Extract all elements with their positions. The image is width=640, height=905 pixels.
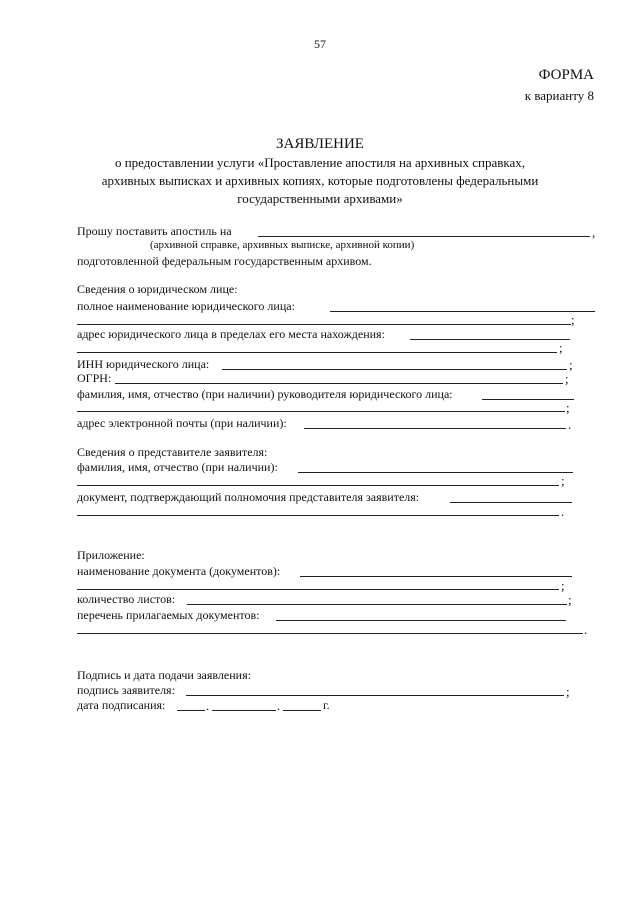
representative-document-label: документ, подтверждающий полномочия представителя заявителя:: [77, 490, 420, 504]
semicolon-mark: ;: [571, 312, 575, 327]
applicant-signature-label: подпись заявителя:: [77, 683, 175, 697]
semicolon-mark: ;: [561, 578, 565, 593]
applicant-signature-field[interactable]: [186, 695, 564, 696]
attached-list-field[interactable]: [276, 620, 566, 621]
ogrn-field[interactable]: [115, 383, 563, 384]
email-label: адрес электронной почты (при наличии):: [77, 416, 287, 430]
attached-list-label: перечень прилагаемых документов:: [77, 608, 260, 622]
ogrn-label: ОГРН:: [77, 371, 112, 385]
page-number: 57: [314, 37, 326, 51]
representative-name-field-continuation[interactable]: [77, 485, 559, 486]
request-continuation: подготовленной федеральным государственным архивом.: [77, 254, 372, 268]
service-title-line-3: государственными архивами»: [237, 191, 403, 206]
signing-day-field[interactable]: [177, 710, 205, 711]
request-hint: (архивной справке, архивных выписке, архивной копии): [150, 239, 415, 251]
sheets-label: количество листов:: [77, 592, 176, 606]
representative-document-field[interactable]: [450, 502, 572, 503]
representative-document-field-continuation[interactable]: [77, 515, 559, 516]
request-label: Прошу поставить апостиль на: [77, 224, 232, 238]
full-name-label: полное наименование юридического лица:: [77, 299, 295, 313]
address-field-continuation[interactable]: [77, 352, 557, 353]
inn-label: ИНН юридического лица:: [77, 357, 210, 371]
signature-section-title: Подпись и дата подачи заявления:: [77, 668, 251, 682]
signing-year-field[interactable]: [283, 710, 321, 711]
representative-name-label: фамилия, имя, отчество (при наличии):: [77, 460, 278, 474]
semicolon-mark: ;: [566, 400, 570, 415]
signing-date-label: дата подписания:: [77, 698, 166, 712]
attachment-doc-name-field[interactable]: [300, 576, 572, 577]
semicolon-mark: ;: [568, 592, 572, 607]
signing-month-field[interactable]: [212, 710, 276, 711]
semicolon-mark: ;: [565, 371, 569, 386]
service-title-line-2: архивных выписках и архивных копиях, которые подготовлены федеральными: [101, 173, 539, 188]
legal-entity-section-title: Сведения о юридическом лице:: [77, 282, 238, 296]
representative-name-field[interactable]: [298, 472, 573, 473]
address-label: адрес юридического лица в пределах его места нахождения:: [77, 327, 385, 341]
attached-list-field-continuation[interactable]: [77, 633, 583, 634]
period-mark: .: [561, 504, 565, 519]
attachment-section-title: Приложение:: [77, 548, 145, 562]
full-name-field-continuation[interactable]: [77, 324, 571, 325]
year-suffix: г.: [323, 698, 330, 712]
form-label: ФОРМА: [538, 67, 594, 83]
period-mark: .: [568, 417, 572, 432]
semicolon-mark: ;: [566, 684, 570, 699]
period-mark: .: [584, 622, 588, 637]
inn-field[interactable]: [222, 369, 567, 370]
semicolon-mark: ;: [569, 357, 573, 372]
address-field[interactable]: [410, 339, 570, 340]
email-field[interactable]: [304, 428, 566, 429]
semicolon-mark: ;: [561, 473, 565, 488]
head-name-field-continuation[interactable]: [77, 411, 565, 412]
attachment-doc-name-label: наименование документа (документов):: [77, 564, 281, 578]
document-title: ЗАЯВЛЕНИЕ: [276, 136, 364, 152]
date-separator-dot: .: [206, 698, 210, 713]
sheets-field[interactable]: [187, 604, 567, 605]
variant-label: к варианту 8: [524, 88, 594, 103]
date-separator-dot: .: [277, 698, 281, 713]
head-name-field[interactable]: [482, 399, 574, 400]
full-name-field[interactable]: [330, 311, 595, 312]
comma-mark: ,: [592, 225, 596, 240]
representative-section-title: Сведения о представителе заявителя:: [77, 445, 268, 459]
request-document-field[interactable]: [258, 236, 590, 237]
service-title-line-1: о предоставлении услуги «Проставление апостиля на архивных справках,: [114, 155, 526, 170]
head-name-label: фамилия, имя, отчество (при наличии) руководителя юридического лица:: [77, 387, 453, 401]
semicolon-mark: ;: [559, 340, 563, 355]
attachment-doc-name-field-continuation[interactable]: [77, 589, 559, 590]
